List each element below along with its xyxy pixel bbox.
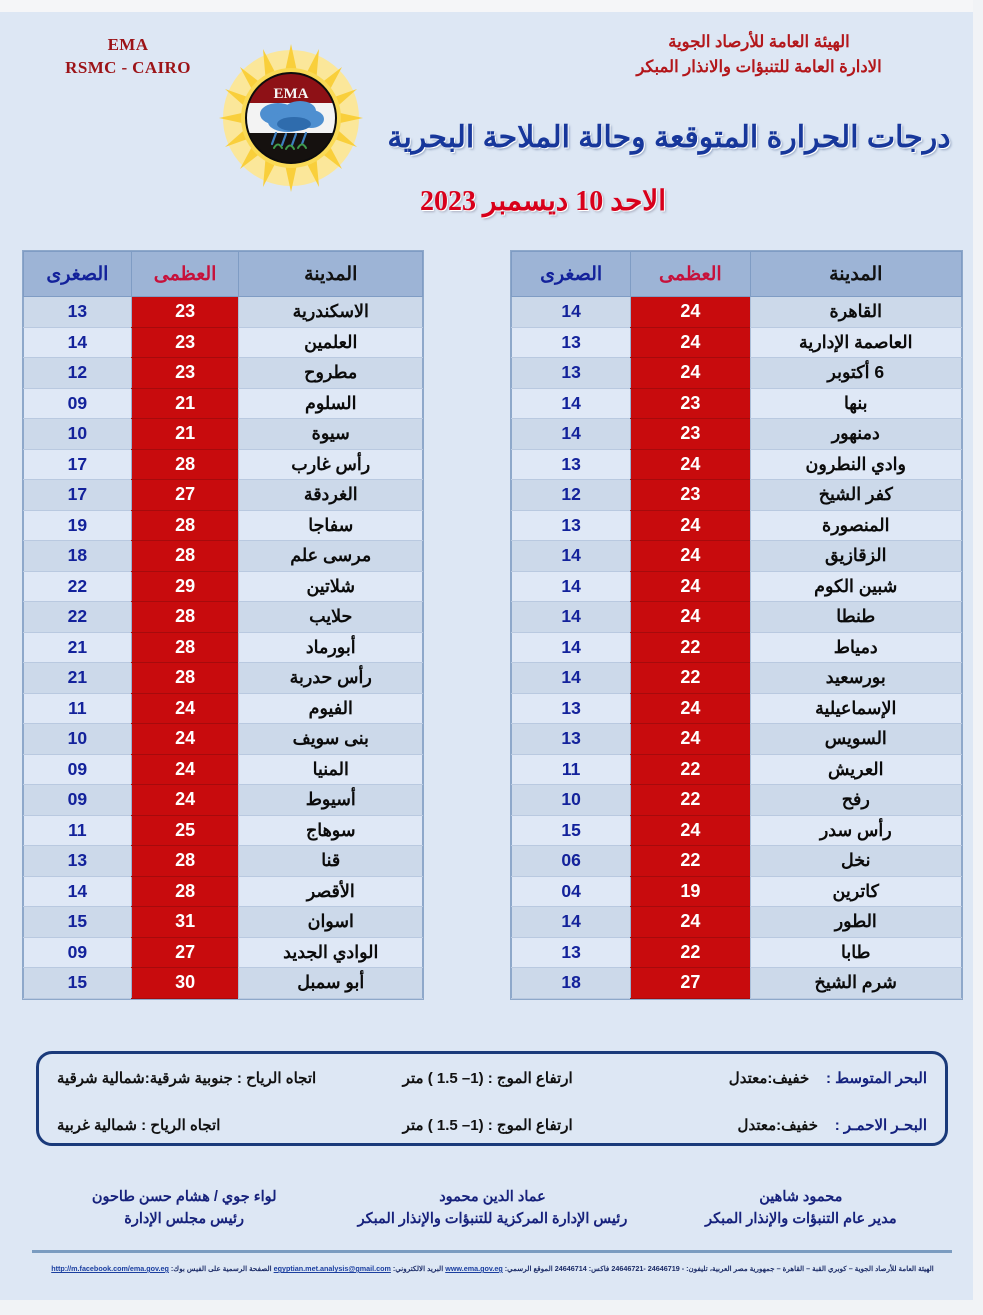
cell-max-temp: 23 bbox=[131, 358, 239, 389]
cell-max-temp: 24 bbox=[131, 693, 239, 724]
cell-max-temp: 28 bbox=[131, 510, 239, 541]
cell-city: سيوة bbox=[239, 419, 423, 450]
mediterranean-state-value: خفيف:معتدل bbox=[728, 1069, 810, 1087]
cell-min-temp: 14 bbox=[512, 297, 631, 328]
table-row bbox=[24, 632, 423, 663]
cell-city: نخل bbox=[750, 846, 962, 877]
cell-min-temp: 15 bbox=[512, 815, 631, 846]
cell-max-temp: 23 bbox=[131, 327, 239, 358]
ema-abbrev: EMA bbox=[107, 35, 149, 54]
table-row bbox=[24, 602, 423, 633]
wave-height-label: ارتفاع الموج : bbox=[483, 1069, 573, 1087]
cell-city: دمنهور bbox=[750, 419, 962, 450]
footer-contact-line bbox=[20, 1263, 965, 1275]
footer-address: الهيئة العامة للأرصاد الجوية – كوبري القبة – القاهرة – جمهورية مصر العربية، تليفون: - 24646719 -24646721 فاكس: 24646714 الموقع الرسمي: bbox=[504, 1264, 934, 1273]
cell-city: بنها bbox=[750, 388, 962, 419]
cell-max-temp: 24 bbox=[631, 327, 750, 358]
column-header-min: الصغرى bbox=[512, 252, 631, 297]
cell-min-temp: 15 bbox=[24, 907, 132, 938]
mediterranean-sea-state bbox=[631, 1069, 927, 1087]
agency-line-1: الهيئة العامة للأرصاد الجوية bbox=[668, 33, 850, 51]
cell-min-temp: 14 bbox=[24, 876, 132, 907]
cell-min-temp: 13 bbox=[512, 693, 631, 724]
cell-min-temp: 06 bbox=[512, 846, 631, 877]
cell-max-temp: 23 bbox=[631, 388, 750, 419]
cell-min-temp: 14 bbox=[24, 327, 132, 358]
table-row bbox=[24, 724, 423, 755]
logo-ema-text: EMA bbox=[273, 86, 309, 102]
cell-city: 6 أكتوبر bbox=[750, 358, 962, 389]
cell-max-temp: 28 bbox=[131, 663, 239, 694]
forecast-table-right bbox=[510, 250, 963, 1000]
cell-city: الوادي الجديد bbox=[239, 937, 423, 968]
redsea-state-value: خفيف:معتدل bbox=[737, 1116, 819, 1134]
column-header-max: العظمى bbox=[131, 252, 239, 297]
cell-city: العريش bbox=[750, 754, 962, 785]
table-row bbox=[24, 876, 423, 907]
wave-height-value: (1– 1.5 ) bbox=[427, 1116, 484, 1134]
table-body-right bbox=[512, 297, 962, 999]
agency-line-2: الادارة العامة للتنبؤات والانذار المبكر bbox=[636, 57, 882, 76]
cell-min-temp: 14 bbox=[512, 907, 631, 938]
cell-min-temp: 10 bbox=[24, 419, 132, 450]
page-title: درجات الحرارة المتوقعة وحالة الملاحة البحرية bbox=[387, 121, 951, 154]
cell-min-temp: 13 bbox=[512, 358, 631, 389]
signature-3-title: رئيس مجلس الإدارة bbox=[124, 1211, 245, 1228]
table-row bbox=[24, 510, 423, 541]
table-row bbox=[512, 937, 962, 968]
cell-min-temp: 13 bbox=[512, 937, 631, 968]
cell-city: اسوان bbox=[239, 907, 423, 938]
table-row bbox=[512, 785, 962, 816]
table-row bbox=[512, 968, 962, 999]
cell-city: المنصورة bbox=[750, 510, 962, 541]
cell-max-temp: 28 bbox=[131, 876, 239, 907]
cell-city: سفاجا bbox=[239, 510, 423, 541]
column-header-max: العظمى bbox=[631, 252, 750, 297]
cell-city: رفح bbox=[750, 785, 962, 816]
cell-max-temp: 22 bbox=[631, 937, 750, 968]
cell-max-temp: 27 bbox=[131, 937, 239, 968]
cell-min-temp: 14 bbox=[512, 541, 631, 572]
table-row bbox=[512, 510, 962, 541]
cell-min-temp: 13 bbox=[512, 510, 631, 541]
document-header bbox=[0, 12, 983, 242]
cell-min-temp: 09 bbox=[24, 754, 132, 785]
cell-city: كاترين bbox=[750, 876, 962, 907]
cell-min-temp: 13 bbox=[512, 327, 631, 358]
cell-max-temp: 24 bbox=[631, 907, 750, 938]
redsea-wind-direction bbox=[57, 1116, 344, 1134]
cell-max-temp: 24 bbox=[631, 571, 750, 602]
cell-max-temp: 24 bbox=[131, 754, 239, 785]
cell-min-temp: 09 bbox=[24, 785, 132, 816]
cell-min-temp: 13 bbox=[512, 449, 631, 480]
cell-city: وادي النطرون bbox=[750, 449, 962, 480]
cell-min-temp: 21 bbox=[24, 632, 132, 663]
table-row bbox=[512, 693, 962, 724]
table-row bbox=[512, 480, 962, 511]
cell-max-temp: 22 bbox=[631, 663, 750, 694]
table-row bbox=[24, 968, 423, 999]
cell-city: رأس حدربة bbox=[239, 663, 423, 694]
ema-latin-label bbox=[38, 34, 218, 80]
cell-city: رأس غارب bbox=[239, 449, 423, 480]
cell-min-temp: 13 bbox=[24, 297, 132, 328]
table-row bbox=[512, 907, 962, 938]
cell-min-temp: 14 bbox=[512, 632, 631, 663]
cell-min-temp: 09 bbox=[24, 937, 132, 968]
forecast-table-left bbox=[22, 250, 424, 1000]
cell-max-temp: 23 bbox=[131, 297, 239, 328]
table-row bbox=[512, 724, 962, 755]
cell-max-temp: 28 bbox=[131, 846, 239, 877]
table-header-row bbox=[24, 252, 423, 297]
cell-max-temp: 21 bbox=[131, 419, 239, 450]
cell-city: حلايب bbox=[239, 602, 423, 633]
table-row bbox=[512, 571, 962, 602]
cell-min-temp: 14 bbox=[512, 571, 631, 602]
cell-city: المنيا bbox=[239, 754, 423, 785]
top-strip bbox=[0, 0, 983, 12]
cell-max-temp: 30 bbox=[131, 968, 239, 999]
table-row bbox=[512, 327, 962, 358]
cell-city: كفر الشيخ bbox=[750, 480, 962, 511]
cell-max-temp: 27 bbox=[131, 480, 239, 511]
signature-1-name: محمود شاهين bbox=[759, 1189, 843, 1205]
table-row bbox=[512, 541, 962, 572]
table-row bbox=[24, 846, 423, 877]
cell-city: مطروح bbox=[239, 358, 423, 389]
cell-city: أبورماد bbox=[239, 632, 423, 663]
table-row bbox=[512, 754, 962, 785]
cell-city: أسيوط bbox=[239, 785, 423, 816]
table-row bbox=[24, 815, 423, 846]
cell-city: سوهاج bbox=[239, 815, 423, 846]
cell-max-temp: 23 bbox=[631, 480, 750, 511]
cell-max-temp: 29 bbox=[131, 571, 239, 602]
cell-min-temp: 22 bbox=[24, 602, 132, 633]
cell-city: طابا bbox=[750, 937, 962, 968]
table-header-row bbox=[512, 252, 962, 297]
cell-city: قنا bbox=[239, 846, 423, 877]
cell-city: الغردقة bbox=[239, 480, 423, 511]
cell-max-temp: 28 bbox=[131, 541, 239, 572]
agency-name-block bbox=[549, 30, 969, 80]
mediterranean-label: البحر المتوسط : bbox=[825, 1069, 927, 1087]
cell-min-temp: 22 bbox=[24, 571, 132, 602]
cell-max-temp: 25 bbox=[131, 815, 239, 846]
table-row bbox=[512, 846, 962, 877]
cell-city: القاهرة bbox=[750, 297, 962, 328]
cell-min-temp: 11 bbox=[24, 815, 132, 846]
ema-logo bbox=[216, 36, 366, 196]
cell-min-temp: 13 bbox=[512, 724, 631, 755]
table-row bbox=[24, 327, 423, 358]
cell-min-temp: 17 bbox=[24, 480, 132, 511]
footer-divider bbox=[32, 1250, 952, 1253]
cell-min-temp: 19 bbox=[24, 510, 132, 541]
cell-min-temp: 18 bbox=[24, 541, 132, 572]
cell-min-temp: 09 bbox=[24, 388, 132, 419]
rsmc-cairo-label: RSMC - CAIRO bbox=[65, 57, 191, 77]
table-row bbox=[24, 480, 423, 511]
signature-2 bbox=[338, 1186, 646, 1244]
cell-min-temp: 14 bbox=[512, 419, 631, 450]
footer-facebook-label: الصفحة الرسمية على الفيس بوك: bbox=[170, 1264, 272, 1273]
table-row bbox=[512, 876, 962, 907]
wind-direction-value: جنوبية شرقية:شمالية شرقية bbox=[57, 1069, 233, 1087]
cell-min-temp: 04 bbox=[512, 876, 631, 907]
cell-city: شلاتين bbox=[239, 571, 423, 602]
cell-city: بورسعيد bbox=[750, 663, 962, 694]
cell-max-temp: 23 bbox=[631, 419, 750, 450]
table-row bbox=[24, 358, 423, 389]
cell-max-temp: 27 bbox=[631, 968, 750, 999]
cell-min-temp: 21 bbox=[24, 663, 132, 694]
wave-height-label: ارتفاع الموج : bbox=[483, 1116, 573, 1134]
cell-city: الطور bbox=[750, 907, 962, 938]
cell-max-temp: 21 bbox=[131, 388, 239, 419]
cell-city: الأقصر bbox=[239, 876, 423, 907]
table-row bbox=[512, 449, 962, 480]
cell-min-temp: 14 bbox=[512, 602, 631, 633]
cell-min-temp: 10 bbox=[24, 724, 132, 755]
cell-city: السلوم bbox=[239, 388, 423, 419]
marine-row-mediterranean bbox=[39, 1054, 945, 1101]
cell-max-temp: 22 bbox=[631, 754, 750, 785]
cell-max-temp: 19 bbox=[631, 876, 750, 907]
cell-max-temp: 22 bbox=[631, 632, 750, 663]
cell-min-temp: 11 bbox=[24, 693, 132, 724]
table-row bbox=[24, 785, 423, 816]
table-row bbox=[24, 541, 423, 572]
redsea-wave-height bbox=[344, 1116, 631, 1134]
table-row bbox=[512, 663, 962, 694]
cell-city: مرسى علم bbox=[239, 541, 423, 572]
cell-max-temp: 31 bbox=[131, 907, 239, 938]
redsea-sea-state bbox=[631, 1116, 927, 1134]
cell-city: دمياط bbox=[750, 632, 962, 663]
cell-min-temp: 12 bbox=[24, 358, 132, 389]
table-row bbox=[512, 388, 962, 419]
cell-city: رأس سدر bbox=[750, 815, 962, 846]
cell-city: شبين الكوم bbox=[750, 571, 962, 602]
table-row bbox=[24, 419, 423, 450]
cell-max-temp: 28 bbox=[131, 449, 239, 480]
column-header-city: المدينة bbox=[750, 252, 962, 297]
footer-facebook-link[interactable]: http://m.facebook.com/ema.gov.eg bbox=[51, 1264, 169, 1273]
cell-max-temp: 24 bbox=[631, 693, 750, 724]
cell-min-temp: 15 bbox=[24, 968, 132, 999]
cell-min-temp: 14 bbox=[512, 663, 631, 694]
cell-max-temp: 22 bbox=[631, 846, 750, 877]
marine-conditions-panel bbox=[36, 1051, 948, 1146]
cell-city: الفيوم bbox=[239, 693, 423, 724]
table-row bbox=[24, 937, 423, 968]
table-row bbox=[24, 571, 423, 602]
table-row bbox=[24, 297, 423, 328]
cell-city: الإسماعيلية bbox=[750, 693, 962, 724]
cell-max-temp: 24 bbox=[631, 815, 750, 846]
table-row bbox=[512, 602, 962, 633]
table-row bbox=[24, 388, 423, 419]
signature-1-title: مدير عام التنبؤات والإنذار المبكر bbox=[705, 1211, 897, 1228]
signature-2-name: عماد الدين محمود bbox=[439, 1189, 546, 1205]
signature-1 bbox=[647, 1186, 955, 1244]
footer-email-link[interactable]: egyptian.met.analysis@gmail.com bbox=[273, 1264, 391, 1273]
table-row bbox=[24, 693, 423, 724]
cell-max-temp: 28 bbox=[131, 602, 239, 633]
table-row bbox=[24, 907, 423, 938]
cell-city: السويس bbox=[750, 724, 962, 755]
footer-website-link[interactable]: www.ema.gov.eg bbox=[445, 1264, 503, 1273]
cell-min-temp: 14 bbox=[512, 388, 631, 419]
cell-min-temp: 10 bbox=[512, 785, 631, 816]
mediterranean-wave-height bbox=[344, 1069, 631, 1087]
cell-max-temp: 28 bbox=[131, 632, 239, 663]
cell-min-temp: 17 bbox=[24, 449, 132, 480]
table-row bbox=[24, 449, 423, 480]
signature-2-title: رئيس الإدارة المركزية للتنبؤات والإنذار المبكر bbox=[357, 1211, 628, 1228]
marine-row-redsea bbox=[39, 1101, 945, 1148]
cell-min-temp: 11 bbox=[512, 754, 631, 785]
cell-max-temp: 24 bbox=[131, 724, 239, 755]
forecast-date: الاحد 10 ديسمبر 2023 bbox=[419, 186, 667, 217]
wave-height-unit: متر bbox=[402, 1116, 428, 1134]
table-body-left bbox=[24, 297, 423, 999]
cell-max-temp: 24 bbox=[631, 724, 750, 755]
wind-direction-label: اتجاه الرياح : bbox=[137, 1116, 221, 1134]
cell-max-temp: 24 bbox=[631, 297, 750, 328]
table-row bbox=[512, 297, 962, 328]
wave-height-unit: متر bbox=[402, 1069, 428, 1087]
signature-3 bbox=[30, 1186, 338, 1244]
footer-email-label: البريد الالكتروني: bbox=[392, 1264, 444, 1273]
cell-max-temp: 24 bbox=[631, 602, 750, 633]
cell-max-temp: 22 bbox=[631, 785, 750, 816]
cell-city: أبو سمبل bbox=[239, 968, 423, 999]
wave-height-value: (1– 1.5 ) bbox=[427, 1069, 484, 1087]
column-header-city: المدينة bbox=[239, 252, 423, 297]
cell-max-temp: 24 bbox=[631, 510, 750, 541]
cell-min-temp: 18 bbox=[512, 968, 631, 999]
signature-block bbox=[30, 1186, 955, 1244]
mediterranean-wind-direction bbox=[57, 1069, 344, 1087]
cell-city: بنى سويف bbox=[239, 724, 423, 755]
table-row bbox=[512, 358, 962, 389]
table-row bbox=[512, 632, 962, 663]
signature-3-name: لواء جوي / هشام حسن طاحون bbox=[91, 1189, 277, 1205]
cell-min-temp: 12 bbox=[512, 480, 631, 511]
cell-max-temp: 24 bbox=[631, 449, 750, 480]
wind-direction-value: شمالية غربية bbox=[57, 1116, 137, 1134]
table-row bbox=[24, 754, 423, 785]
cell-city: الاسكندرية bbox=[239, 297, 423, 328]
cell-max-temp: 24 bbox=[131, 785, 239, 816]
bottom-strip bbox=[0, 1300, 983, 1315]
table-row bbox=[512, 815, 962, 846]
wind-direction-label: اتجاه الرياح : bbox=[232, 1069, 317, 1087]
column-header-min: الصغرى bbox=[24, 252, 132, 297]
redsea-label: البحـر الاحمـر : bbox=[834, 1116, 927, 1134]
cell-city: العلمين bbox=[239, 327, 423, 358]
table-row bbox=[24, 663, 423, 694]
cell-max-temp: 24 bbox=[631, 358, 750, 389]
cell-city: الزقازيق bbox=[750, 541, 962, 572]
cell-min-temp: 13 bbox=[24, 846, 132, 877]
cell-city: العاصمة الإدارية bbox=[750, 327, 962, 358]
cell-city: طنطا bbox=[750, 602, 962, 633]
cell-city: شرم الشيخ bbox=[750, 968, 962, 999]
table-row bbox=[512, 419, 962, 450]
cell-max-temp: 24 bbox=[631, 541, 750, 572]
